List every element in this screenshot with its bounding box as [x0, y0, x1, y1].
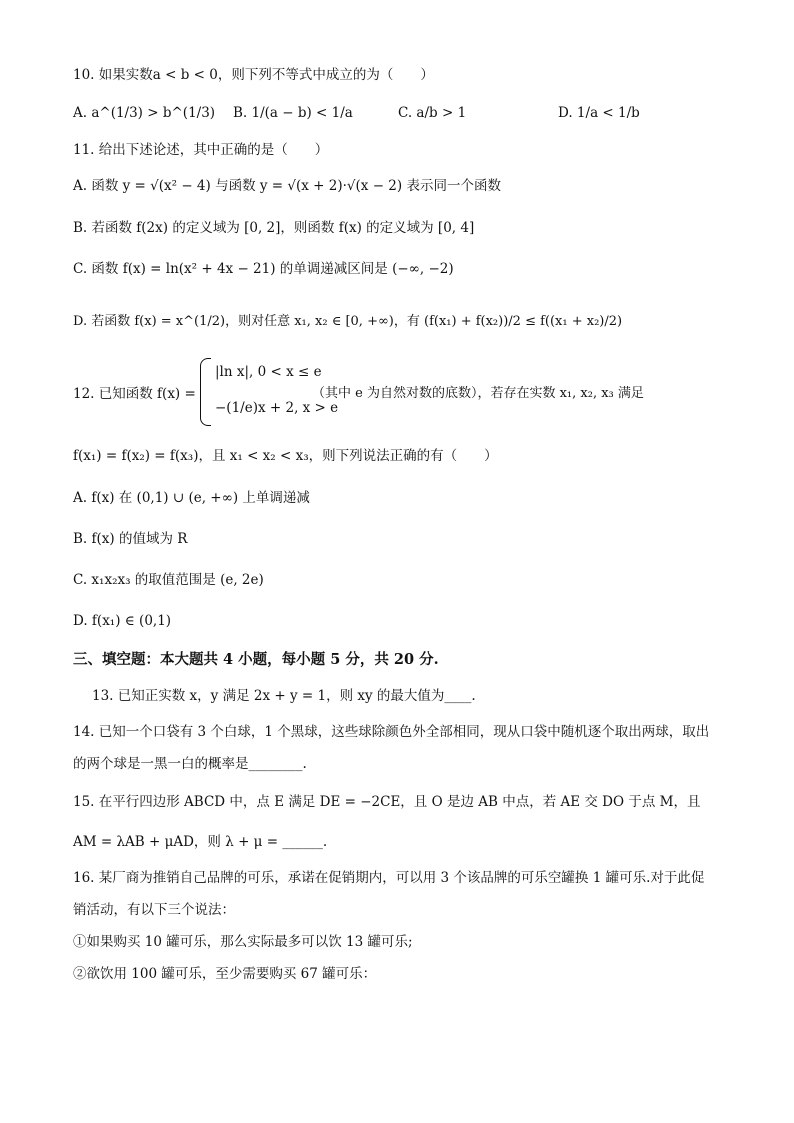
q10-option-b: B. 1/(a − b) < 1/a [233, 105, 353, 121]
q16-item-2: ②欲饮用 100 罐可乐，至少需要购买 67 罐可乐： [73, 966, 377, 982]
q12-case-2: −(1/e)x + 2, x > e [215, 400, 339, 416]
q10-option-c: C. a/b > 1 [398, 105, 467, 121]
q12-case-1: |ln x|, 0 < x ≤ e [215, 364, 322, 380]
q14-line-2: 的两个球是一黑一白的概率是________. [73, 756, 307, 772]
q10-stem: 10. 如果实数a < b < 0，则下列不等式中成立的为（ ） [73, 67, 434, 83]
q15-line-2: AM = λAB + μAD，则 λ + μ = ______. [73, 834, 328, 850]
piecewise-brace [200, 358, 211, 426]
q12-option-c: C. x₁x₂x₃ 的取值范围是 (e, 2e) [73, 572, 264, 588]
q12-prefix: 12. 已知函数 f(x) = [73, 386, 196, 402]
q16-line-1: 16. 某厂商为推销自己品牌的可乐，承诺在促销期内，可以用 3 个该品牌的可乐空罐换 1 罐可乐.对于此促 [73, 870, 705, 886]
q15-line-1: 15. 在平行四边形 ABCD 中，点 E 满足 DE = −2CE，且 O 是边 AB 中点，若 AE 交 DO 于点 M，且 [73, 794, 701, 810]
q12-option-a: A. f(x) 在 (0,1) ∪ (e, +∞) 上单调递减 [73, 490, 310, 506]
q12-suffix: （其中 e 为自然对数的底数），若存在实数 x₁, x₂, x₃ 满足 [312, 386, 644, 401]
q13: 13. 已知正实数 x，y 满足 2x + y = 1，则 xy 的最大值为____. [92, 688, 476, 704]
q11-stem: 11. 给出下述论述，其中正确的是（ ） [73, 142, 329, 158]
q11-option-c: C. 函数 f(x) = ln(x² + 4x − 21) 的单调递减区间是 (−∞, −2) [73, 261, 454, 277]
q11-option-d: D. 若函数 f(x) = x^(1/2)，则对任意 x₁, x₂ ∈ [0, +∞)，有 (f(x₁) + f(x₂))/2 ≤ f((x₁ + x₂)/2) [73, 314, 623, 329]
q12-option-b: B. f(x) 的值域为 R [73, 531, 188, 547]
q12-option-d: D. f(x₁) ∈ (0,1) [73, 613, 172, 629]
q10-option-d: D. 1/a < 1/b [558, 105, 640, 121]
q14-line-1: 14. 已知一个口袋有 3 个白球，1 个黑球，这些球除颜色外全部相同，现从口袋中随机逐个取出两球，取出 [73, 724, 710, 740]
q12-line-2: f(x₁) = f(x₂) = f(x₃)，且 x₁ < x₂ < x₃，则下列说法正确的有（ ） [73, 448, 498, 464]
q11-option-b: B. 若函数 f(2x) 的定义域为 [0, 2]，则函数 f(x) 的定义域为 [0, 4] [73, 220, 475, 236]
q11-option-a: A. 函数 y = √(x² − 4) 与函数 y = √(x + 2)·√(x − 2) 表示同一个函数 [73, 178, 501, 194]
q16-item-1: ①如果购买 10 罐可乐，那么实际最多可以饮 13 罐可乐; [73, 934, 413, 950]
section-3-heading: 三、填空题：本大题共 4 小题，每小题 5 分，共 20 分. [73, 651, 439, 668]
q10-option-a: A. a^(1/3) > b^(1/3) [73, 105, 216, 121]
q16-line-2: 销活动，有以下三个说法： [73, 902, 235, 918]
